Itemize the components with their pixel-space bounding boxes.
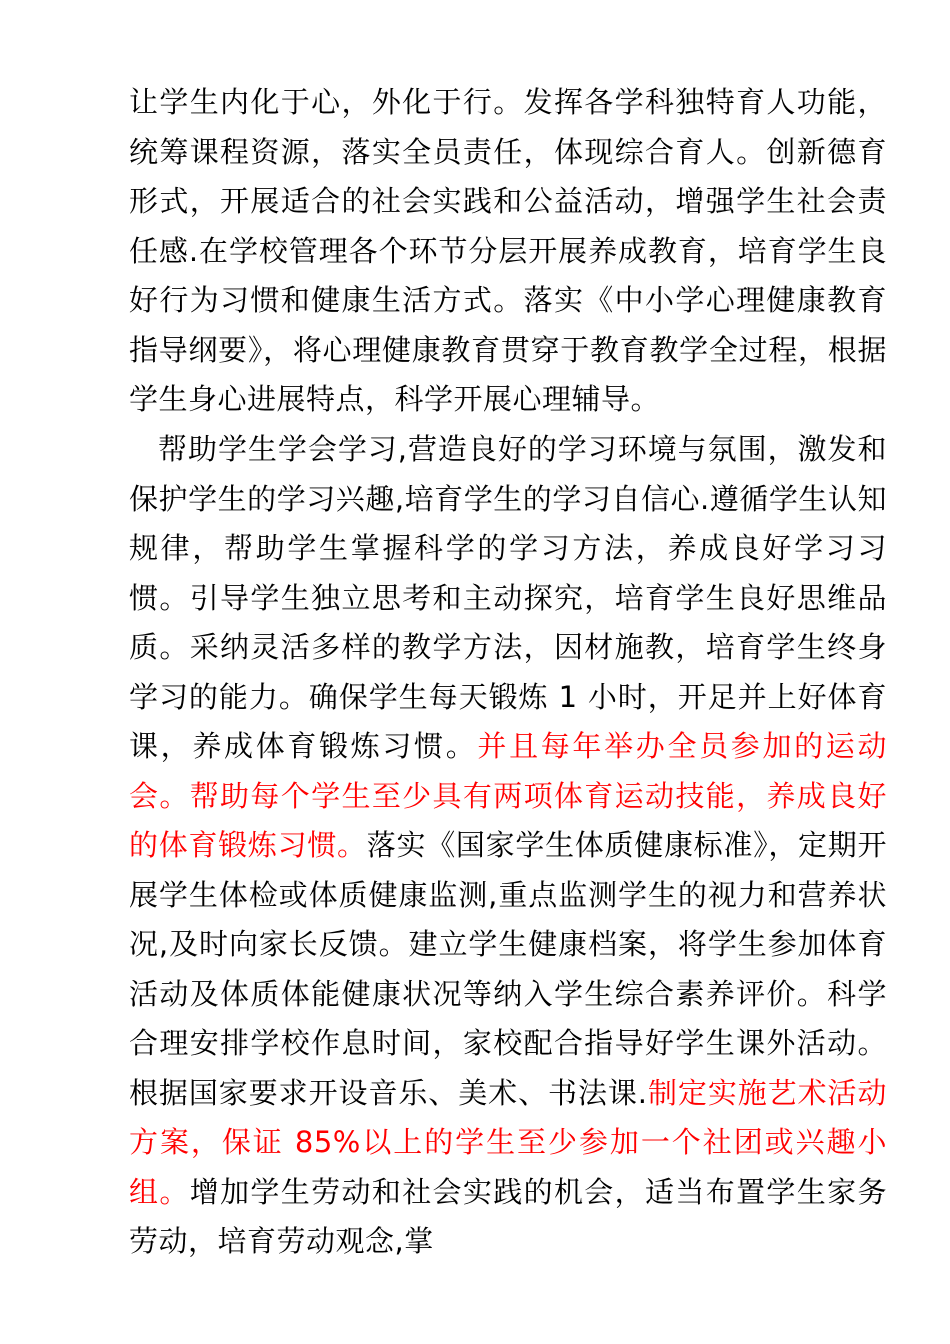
paragraph-moral-education: [129, 78, 887, 425]
paragraph-2-segment-3: 落实《国家学生体质健康标准》，定期开展学生体检或体质健康监测,重点监测学生的视力和营养状况,及时向家长反馈。建立学生健康档案，将学生参加体育活动及体质体能健康状况等纳入学生综合素养评价。科学合理安排学校作息时间，家校配合指导好学生课外活动。根据国家要求开设音乐、美术、书法课.: [129, 828, 887, 1110]
paragraph-2-segment-5: 增加学生劳动和社会实践的机会，适当布置学生家务劳动，培育劳动观念,掌: [129, 1174, 887, 1258]
paragraph-2-highlight-sports: 并且每年举办全员参加的运动会。帮助每个学生至少具有两项体育运动技能，养成良好的体育锻炼习惯。: [129, 729, 887, 862]
paragraph-2-highlight-arts: 制定实施艺术活动方案，保证 85%以上的学生至少参加一个社团或兴趣小组。: [129, 1075, 887, 1209]
paragraph-2-segment-1: 帮助学生学会学习,营造良好的学习环境与氛围，激发和保护学生的学习兴趣,培育学生的学习自信心.遵循学生认知规律，帮助学生掌握科学的学习方法，养成良好学习习惯。引导学生独立思考和主动探究，培育学生良好思维品质。采纳灵活多样的教学方法，因材施教，培育学生终身学习的能力。确保学生每天锻炼 1 小时，开足并上好体育课，养成体育锻炼习惯。: [129, 432, 887, 763]
paragraph-learning-and-health: [129, 425, 887, 1267]
paragraph-1-text: 让学生内化于心，外化于行。发挥各学科独特育人功能，统筹课程资源，落实全员责任，体现综合育人。创新德育形式，开展适合的社会实践和公益活动，增强学生社会责任感.在学校管理各个环节分层开展养成教育，培育学生良好行为习惯和健康生活方式。落实《中小学心理健康教育指导纲要》，将心理健康教育贯穿于教育教学全过程，根据学生身心进展特点，科学开展心理辅导。: [129, 85, 887, 416]
